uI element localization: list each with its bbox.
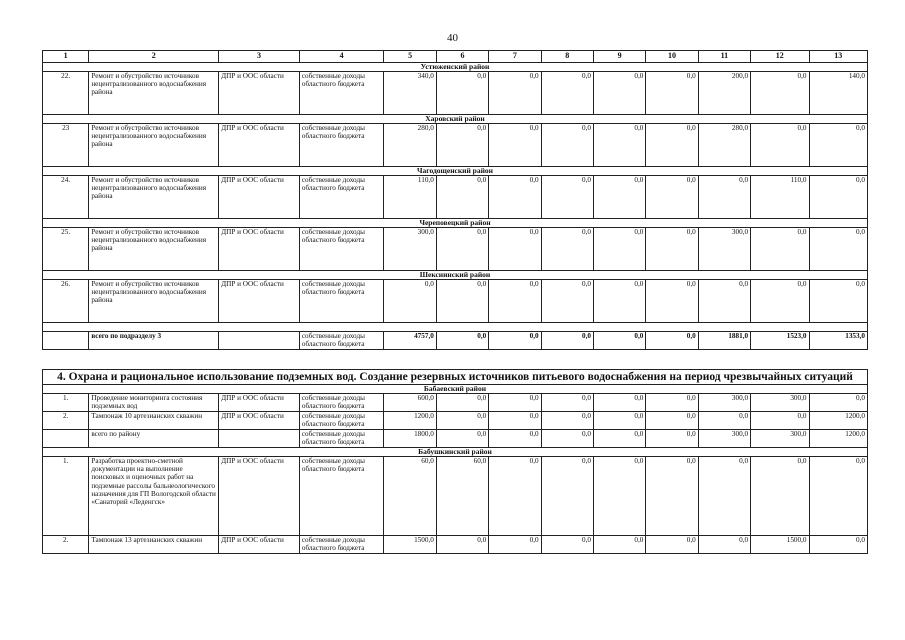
measure-name: всего по району bbox=[89, 430, 219, 448]
column-header-row bbox=[43, 51, 868, 63]
district-name: Харовский район bbox=[43, 115, 868, 124]
value-cell: 140,0 bbox=[809, 72, 868, 115]
measure-name: Разработка проектно-сметной документации на выполнение поисковых и оценочных работ на подземные рассолы бальнеологического назначения для ГП Вологодской области «Санаторий «Леденгск» bbox=[89, 457, 219, 536]
value-cell: 0,0 bbox=[698, 176, 750, 219]
funding-source: собственные доходы областного бюджета bbox=[299, 394, 384, 412]
value-cell: 0,0 bbox=[593, 280, 645, 323]
district-name: Устюженский район bbox=[43, 63, 868, 72]
value-cell: 110,0 bbox=[751, 176, 809, 219]
table-row bbox=[43, 430, 868, 448]
value-cell: 0,0 bbox=[751, 457, 809, 536]
column-header: 7 bbox=[489, 51, 541, 63]
district-row bbox=[43, 63, 868, 72]
value-cell: 1500,0 bbox=[751, 536, 809, 554]
spacer-row bbox=[43, 323, 868, 332]
funding-source: собственные доходы областного бюджета bbox=[299, 332, 384, 350]
executor bbox=[219, 430, 300, 448]
measure-name: Тампонаж 10 артезианских скважин bbox=[89, 412, 219, 430]
value-cell: 200,0 bbox=[698, 72, 750, 115]
table-row bbox=[43, 457, 868, 536]
column-header: 5 bbox=[384, 51, 436, 63]
value-cell: 0,0 bbox=[593, 72, 645, 115]
executor: ДПР и ООС области bbox=[219, 412, 300, 430]
value-cell: 0,0 bbox=[541, 228, 593, 271]
value-cell: 0,0 bbox=[751, 280, 809, 323]
table-row bbox=[43, 176, 868, 219]
column-header: 1 bbox=[43, 51, 89, 63]
funding-source: собственные доходы областного бюджета bbox=[299, 430, 384, 448]
value-cell: 0,0 bbox=[646, 430, 698, 448]
measure-name: Ремонт и обустройство источников нецентрализованного водоснабжения района bbox=[89, 124, 219, 167]
row-number: 1. bbox=[43, 457, 89, 536]
executor: ДПР и ООС области bbox=[219, 228, 300, 271]
value-cell: 0,0 bbox=[489, 412, 541, 430]
column-header: 2 bbox=[89, 51, 219, 63]
executor: ДПР и ООС области bbox=[219, 394, 300, 412]
value-cell: 0,0 bbox=[593, 228, 645, 271]
value-cell: 0,0 bbox=[489, 394, 541, 412]
value-cell: 0,0 bbox=[646, 536, 698, 554]
value-cell: 0,0 bbox=[541, 412, 593, 430]
value-cell: 0,0 bbox=[436, 72, 488, 115]
executor: ДПР и ООС области bbox=[219, 124, 300, 167]
value-cell: 0,0 bbox=[489, 457, 541, 536]
value-cell: 0,0 bbox=[541, 430, 593, 448]
column-header: 4 bbox=[299, 51, 384, 63]
value-cell: 0,0 bbox=[809, 394, 868, 412]
row-number: 25. bbox=[43, 228, 89, 271]
funding-source: собственные доходы областного бюджета bbox=[299, 228, 384, 271]
row-number: 2. bbox=[43, 536, 89, 554]
funding-source: собственные доходы областного бюджета bbox=[299, 280, 384, 323]
district-name: Череповецкий район bbox=[43, 219, 868, 228]
value-cell: 60,0 bbox=[384, 457, 436, 536]
subtotal-row bbox=[43, 332, 868, 350]
value-cell: 0,0 bbox=[593, 412, 645, 430]
district-row bbox=[43, 448, 868, 457]
value-cell: 0,0 bbox=[809, 228, 868, 271]
value-cell: 1353,0 bbox=[809, 332, 868, 350]
value-cell: 0,0 bbox=[751, 412, 809, 430]
table-row bbox=[43, 536, 868, 554]
measure-name: Ремонт и обустройство источников нецентрализованного водоснабжения района bbox=[89, 72, 219, 115]
row-number: 2. bbox=[43, 412, 89, 430]
value-cell: 0,0 bbox=[489, 124, 541, 167]
executor: ДПР и ООС области bbox=[219, 457, 300, 536]
value-cell: 0,0 bbox=[489, 228, 541, 271]
table-row bbox=[43, 124, 868, 167]
value-cell: 0,0 bbox=[489, 332, 541, 350]
value-cell: 0,0 bbox=[646, 124, 698, 167]
value-cell: 60,0 bbox=[436, 457, 488, 536]
page-number: 40 bbox=[447, 32, 458, 44]
value-cell: 1500,0 bbox=[384, 536, 436, 554]
district-row bbox=[43, 115, 868, 124]
value-cell: 0,0 bbox=[436, 412, 488, 430]
value-cell: 0,0 bbox=[541, 176, 593, 219]
value-cell: 0,0 bbox=[646, 176, 698, 219]
value-cell: 300,0 bbox=[751, 394, 809, 412]
measure-name: Ремонт и обустройство источников нецентрализованного водоснабжения района bbox=[89, 280, 219, 323]
value-cell: 0,0 bbox=[541, 280, 593, 323]
value-cell: 1881,0 bbox=[698, 332, 750, 350]
value-cell: 300,0 bbox=[751, 430, 809, 448]
value-cell: 0,0 bbox=[809, 536, 868, 554]
table-row bbox=[43, 72, 868, 115]
value-cell: 0,0 bbox=[593, 430, 645, 448]
measure-name: Проведение мониторинга состояния подземных вод bbox=[89, 394, 219, 412]
value-cell: 0,0 bbox=[698, 457, 750, 536]
value-cell: 1200,0 bbox=[384, 412, 436, 430]
table-row bbox=[43, 394, 868, 412]
value-cell: 1800,0 bbox=[384, 430, 436, 448]
value-cell: 0,0 bbox=[593, 536, 645, 554]
funding-source: собственные доходы областного бюджета bbox=[299, 72, 384, 115]
value-cell: 0,0 bbox=[593, 332, 645, 350]
value-cell: 0,0 bbox=[698, 412, 750, 430]
column-header: 11 bbox=[698, 51, 750, 63]
value-cell: 1200,0 bbox=[809, 430, 868, 448]
value-cell: 0,0 bbox=[809, 457, 868, 536]
executor bbox=[219, 332, 300, 350]
value-cell: 0,0 bbox=[698, 536, 750, 554]
value-cell: 0,0 bbox=[698, 280, 750, 323]
district-row bbox=[43, 271, 868, 280]
executor: ДПР и ООС области bbox=[219, 176, 300, 219]
value-cell: 0,0 bbox=[593, 394, 645, 412]
value-cell: 0,0 bbox=[751, 124, 809, 167]
value-cell: 0,0 bbox=[384, 280, 436, 323]
district-row bbox=[43, 385, 868, 394]
value-cell: 0,0 bbox=[436, 430, 488, 448]
column-header: 8 bbox=[541, 51, 593, 63]
value-cell: 0,0 bbox=[541, 72, 593, 115]
funding-source: собственные доходы областного бюджета bbox=[299, 412, 384, 430]
district-row bbox=[43, 167, 868, 176]
value-cell: 0,0 bbox=[646, 72, 698, 115]
value-cell: 0,0 bbox=[436, 228, 488, 271]
executor: ДПР и ООС области bbox=[219, 72, 300, 115]
value-cell: 0,0 bbox=[489, 176, 541, 219]
table-row bbox=[43, 412, 868, 430]
funding-source: собственные доходы областного бюджета bbox=[299, 176, 384, 219]
section-title: 4. Охрана и рациональное использование подземных вод. Создание резервных источников питьевого водоснабжения на период чрезвычайных ситуаций bbox=[42, 369, 868, 385]
district-name: Бабушкинский район bbox=[43, 448, 868, 457]
row-number: 1. bbox=[43, 394, 89, 412]
value-cell: 0,0 bbox=[436, 394, 488, 412]
value-cell: 0,0 bbox=[541, 536, 593, 554]
value-cell: 0,0 bbox=[489, 72, 541, 115]
district-name: Бабаевский район bbox=[43, 385, 868, 394]
value-cell: 0,0 bbox=[646, 394, 698, 412]
row-number bbox=[43, 430, 89, 448]
value-cell: 0,0 bbox=[436, 332, 488, 350]
value-cell: 1523,0 bbox=[751, 332, 809, 350]
column-header: 12 bbox=[751, 51, 809, 63]
table-row bbox=[43, 280, 868, 323]
executor: ДПР и ООС области bbox=[219, 536, 300, 554]
spacer-cell bbox=[43, 323, 868, 332]
value-cell: 0,0 bbox=[809, 176, 868, 219]
value-cell: 600,0 bbox=[384, 394, 436, 412]
funding-source: собственные доходы областного бюджета bbox=[299, 124, 384, 167]
executor: ДПР и ООС области bbox=[219, 280, 300, 323]
budget-table-section4 bbox=[42, 384, 868, 554]
value-cell: 280,0 bbox=[384, 124, 436, 167]
value-cell: 0,0 bbox=[646, 280, 698, 323]
value-cell: 300,0 bbox=[698, 430, 750, 448]
value-cell: 300,0 bbox=[384, 228, 436, 271]
district-name: Шекснинский район bbox=[43, 271, 868, 280]
value-cell: 0,0 bbox=[436, 280, 488, 323]
measure-name: Ремонт и обустройство источников нецентрализованного водоснабжения района bbox=[89, 176, 219, 219]
funding-source: собственные доходы областного бюджета bbox=[299, 457, 384, 536]
value-cell: 0,0 bbox=[489, 430, 541, 448]
column-header: 9 bbox=[593, 51, 645, 63]
value-cell: 0,0 bbox=[541, 332, 593, 350]
value-cell: 0,0 bbox=[646, 457, 698, 536]
district-row bbox=[43, 219, 868, 228]
row-number: 22. bbox=[43, 72, 89, 115]
value-cell: 0,0 bbox=[541, 394, 593, 412]
value-cell: 0,0 bbox=[489, 536, 541, 554]
value-cell: 0,0 bbox=[809, 280, 868, 323]
value-cell: 0,0 bbox=[489, 280, 541, 323]
value-cell: 280,0 bbox=[698, 124, 750, 167]
funding-source: собственные доходы областного бюджета bbox=[299, 536, 384, 554]
value-cell: 110,0 bbox=[384, 176, 436, 219]
value-cell: 300,0 bbox=[698, 228, 750, 271]
budget-table-top bbox=[42, 50, 868, 350]
value-cell: 0,0 bbox=[593, 457, 645, 536]
row-number: 26. bbox=[43, 280, 89, 323]
table-row bbox=[43, 228, 868, 271]
column-header: 10 bbox=[646, 51, 698, 63]
row-number: 24. bbox=[43, 176, 89, 219]
value-cell: 1200,0 bbox=[809, 412, 868, 430]
value-cell: 0,0 bbox=[593, 176, 645, 219]
measure-name: всего по подразделу 3 bbox=[89, 332, 219, 350]
value-cell: 0,0 bbox=[646, 412, 698, 430]
measure-name: Тампонаж 13 артезианских скважин bbox=[89, 536, 219, 554]
value-cell: 0,0 bbox=[436, 536, 488, 554]
row-number bbox=[43, 332, 89, 350]
value-cell: 0,0 bbox=[593, 124, 645, 167]
value-cell: 340,0 bbox=[384, 72, 436, 115]
value-cell: 0,0 bbox=[436, 176, 488, 219]
value-cell: 0,0 bbox=[646, 228, 698, 271]
value-cell: 0,0 bbox=[436, 124, 488, 167]
column-header: 6 bbox=[436, 51, 488, 63]
value-cell: 0,0 bbox=[751, 72, 809, 115]
value-cell: 300,0 bbox=[698, 394, 750, 412]
column-header: 13 bbox=[809, 51, 868, 63]
measure-name: Ремонт и обустройство источников нецентрализованного водоснабжения района bbox=[89, 228, 219, 271]
column-header: 3 bbox=[219, 51, 300, 63]
value-cell: 0,0 bbox=[751, 228, 809, 271]
value-cell: 4757,0 bbox=[384, 332, 436, 350]
district-name: Чагодощенский район bbox=[43, 167, 868, 176]
value-cell: 0,0 bbox=[646, 332, 698, 350]
row-number: 23 bbox=[43, 124, 89, 167]
value-cell: 0,0 bbox=[809, 124, 868, 167]
value-cell: 0,0 bbox=[541, 457, 593, 536]
value-cell: 0,0 bbox=[541, 124, 593, 167]
